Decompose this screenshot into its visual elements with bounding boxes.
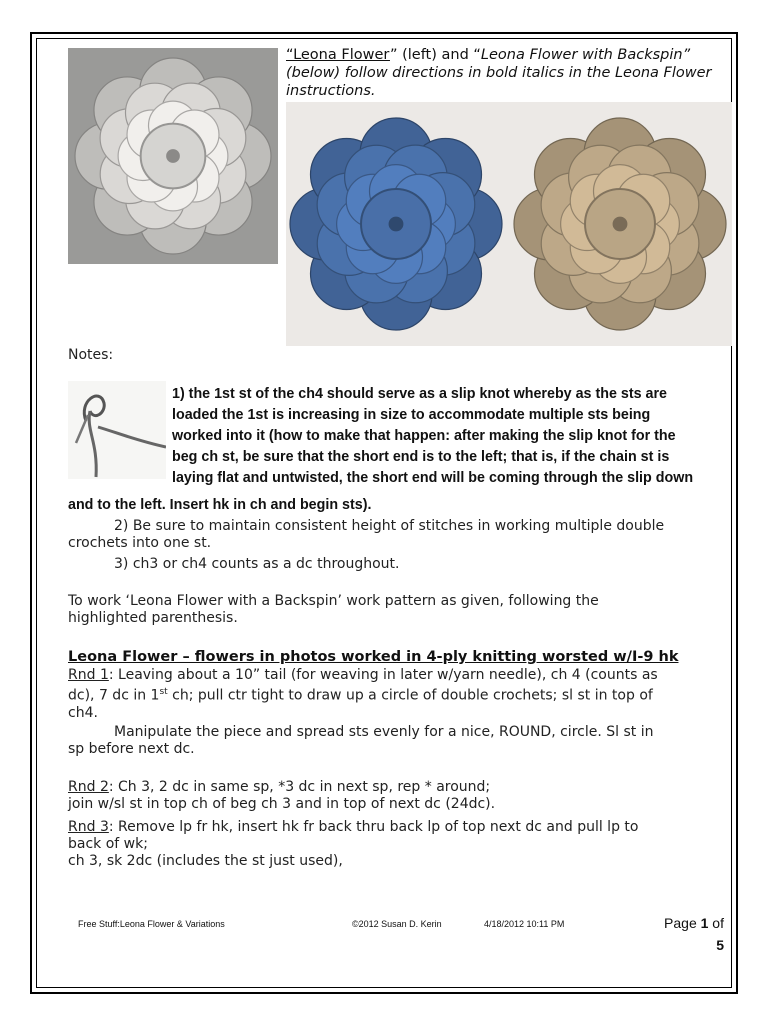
- slip-knot-sketch: [68, 381, 166, 479]
- round-3: [68, 819, 732, 870]
- note-1-line: beg ch st, be sure that the short end is to the left; that is, if the chain st is: [172, 449, 670, 465]
- rnd2-line-1: : Ch 3, 2 dc in same sp, *3 dc in next sp, rep * around;: [108, 779, 491, 795]
- rnd3-line-1: : Remove lp fr hk, insert hk fr back thru back lp of top next dc and pull lp to: [108, 819, 639, 835]
- title-mid: ” (left) and “: [389, 47, 481, 63]
- backspin-line-2: highlighted parenthesis.: [68, 610, 238, 626]
- title-block: [286, 46, 726, 100]
- title-name-1: “Leona Flower: [286, 47, 390, 63]
- note-2: [68, 518, 728, 552]
- rnd3-label: Rnd 3: [68, 819, 109, 835]
- note-1-line: loaded the 1st is increasing in size to accommodate multiple sts being: [172, 407, 651, 423]
- rnd1-line-2a: dc), 7 dc in 1: [68, 687, 160, 704]
- backspin-note: [68, 593, 728, 627]
- note-1-line: worked into it (how to make that happen: after making the slip knot for the: [172, 428, 676, 444]
- title-name-2: Leona Flower with Backspin: [480, 47, 683, 63]
- footer-left: Free Stuff:Leona Flower & Variations: [78, 919, 225, 929]
- blue-flower: [290, 118, 502, 330]
- note-2-line-2: crochets into one st.: [68, 535, 212, 551]
- page-current: 1: [700, 915, 709, 931]
- rnd3-line-2: back of wk;: [68, 836, 148, 852]
- round-1: [68, 667, 732, 722]
- footer-date: 4/18/2012 10:11 PM: [484, 919, 565, 929]
- pattern-heading: Leona Flower – flowers in photos worked in 4-ply knitting worsted w/I-9 hk: [68, 649, 679, 665]
- white-flower-photo: [68, 48, 278, 264]
- page-prefix: Page: [664, 915, 701, 931]
- round-2: [68, 779, 732, 813]
- blue-tan-flowers-photo: [286, 102, 732, 346]
- tan-flower: [514, 118, 726, 330]
- rnd1-label: Rnd 1: [68, 667, 109, 683]
- note-3: 3) ch3 or ch4 counts as a dc throughout.: [114, 556, 400, 572]
- note-1-last-line: and to the left. Insert hk in ch and begin sts).: [68, 497, 372, 513]
- footer-copyright: ©2012 Susan D. Kerin: [352, 919, 442, 929]
- page-number: [656, 912, 724, 956]
- rnd1-sup: st: [159, 687, 168, 697]
- note-1-line: laying flat and untwisted, the short end will be coming through the slip down: [172, 470, 694, 486]
- manipulate-instruction: [68, 724, 732, 758]
- rnd3-line-3: ch 3, sk 2dc (includes the st just used),: [68, 853, 343, 869]
- manip-line-2: sp before next dc.: [68, 741, 195, 757]
- note-1: [172, 384, 732, 489]
- page-total: 5: [716, 937, 724, 953]
- rnd1-line-3: ch4.: [68, 704, 98, 721]
- manip-line-1: Manipulate the piece and spread sts evenly for a nice, ROUND, circle. Sl st in: [114, 724, 654, 740]
- note-1-line: 1) the 1st st of the ch4 should serve as a slip knot whereby as the sts are: [172, 386, 668, 402]
- rnd2-line-2: join w/sl st in top ch of beg ch 3 and in top of next dc (24dc).: [68, 796, 496, 812]
- notes-label: Notes:: [68, 347, 114, 363]
- white-flower: [75, 58, 271, 254]
- rnd2-label: Rnd 2: [68, 779, 109, 795]
- backspin-line-1: To work ‘Leona Flower with a Backspin’ work pattern as given, following the: [68, 593, 599, 609]
- note-2-line-1: 2) Be sure to maintain consistent height of stitches in working multiple double: [114, 518, 665, 534]
- rnd1-line-2b: ch; pull ctr tight to draw up a circle of double crochets; sl st in top of: [167, 687, 653, 704]
- rnd1-line-1: : Leaving about a 10” tail (for weaving in later w/yarn needle), ch 4 (counts as: [108, 667, 658, 683]
- title-rest: ” (below) follow directions in bold italics in the Leona Flower instructions.: [286, 47, 712, 99]
- page-of: of: [708, 915, 724, 931]
